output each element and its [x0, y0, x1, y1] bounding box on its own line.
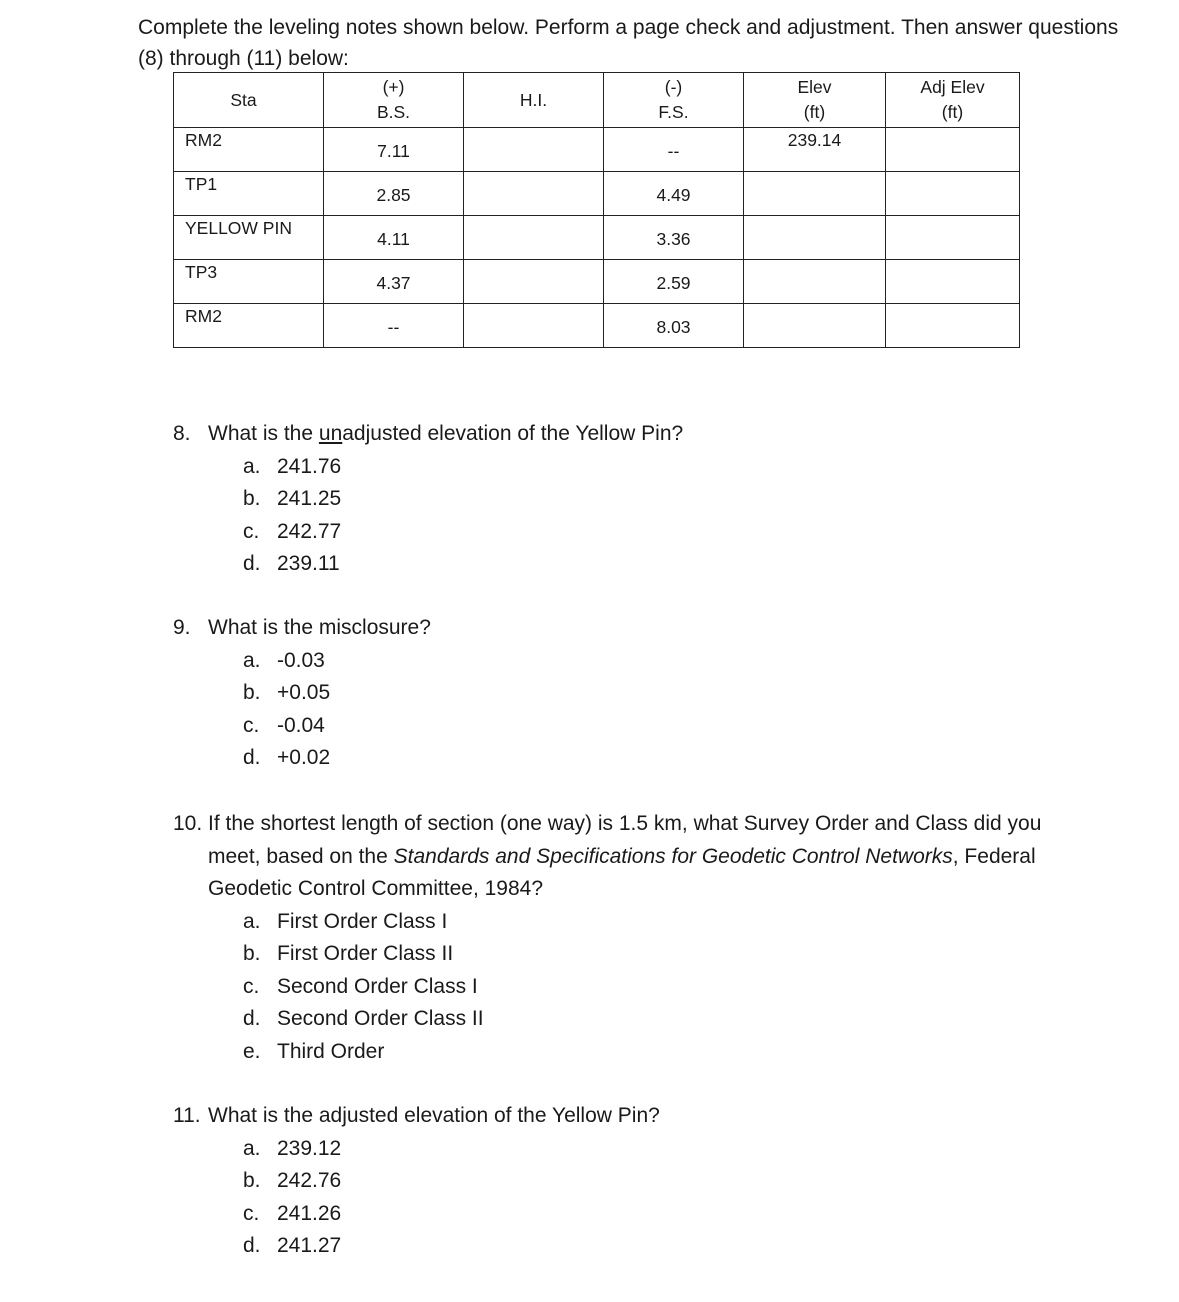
answer-options [173, 645, 1053, 775]
question-text-part: adjusted elevation of the Yellow Pin? [342, 422, 684, 445]
option-text: 239.12 [277, 1136, 342, 1160]
option-e[interactable] [243, 1036, 1053, 1069]
cell-adj-elev [886, 304, 1020, 348]
table-row [174, 304, 1020, 348]
question-text [208, 418, 1053, 451]
cell-sta: YELLOW PIN [174, 216, 324, 260]
question-8 [173, 418, 1053, 581]
question-stem [173, 418, 1053, 451]
header-sta-label: Sta [230, 89, 257, 110]
option-letter: d. [243, 552, 261, 575]
option-letter: a. [243, 909, 261, 933]
option-text: Second Order Class II [277, 1007, 484, 1030]
question-text-part: What is the [208, 422, 319, 445]
option-a[interactable] [243, 645, 1053, 678]
option-text: First Order Class I [277, 909, 448, 933]
option-b[interactable] [243, 677, 1053, 710]
answer-options [173, 1133, 1053, 1263]
header-hi [464, 73, 604, 128]
question-stem [173, 1100, 1053, 1133]
cell-adj-elev [886, 216, 1020, 260]
option-letter: b. [243, 942, 261, 965]
question-text-part: , Federal Geodetic Control Committee, 1984? [208, 844, 1036, 900]
option-text: 241.27 [277, 1234, 342, 1257]
header-adj-elev-label: Adj Elev [920, 77, 985, 97]
cell-bs: 4.37 [324, 260, 464, 304]
option-text: +0.02 [277, 746, 331, 769]
header-elev [744, 73, 886, 128]
question-stem [173, 612, 1053, 645]
option-text: 242.77 [277, 519, 342, 543]
option-letter: b. [243, 1169, 261, 1192]
table-row [174, 216, 1020, 260]
option-c[interactable] [243, 971, 1053, 1004]
question-number: 8. [173, 422, 191, 445]
cell-adj-elev [886, 260, 1020, 304]
cell-elev: 239.14 [744, 128, 886, 172]
question-text-part: If the shortest length of section (one way) is 1.5 km, what Survey Order and Class did you meet, based on the [208, 812, 1042, 868]
leveling-notes-table [173, 72, 1020, 348]
option-text: +0.05 [277, 681, 331, 704]
question-stem [173, 808, 1053, 906]
option-letter: b. [243, 487, 261, 510]
option-d[interactable] [243, 1230, 1053, 1263]
cell-elev [744, 172, 886, 216]
question-text: What is the misclosure? [208, 616, 431, 639]
cell-adj-elev [886, 128, 1020, 172]
cell-bs: 2.85 [324, 172, 464, 216]
cell-sta: RM2 [174, 304, 324, 348]
option-d[interactable] [243, 1003, 1053, 1036]
cell-fs: 4.49 [604, 172, 744, 216]
cell-fs: 8.03 [604, 304, 744, 348]
cell-elev [744, 304, 886, 348]
cell-sta: RM2 [174, 128, 324, 172]
header-elev-unit: (ft) [803, 102, 826, 122]
header-hi-label: H.I. [519, 89, 548, 110]
cell-hi [464, 128, 604, 172]
option-letter: d. [243, 746, 261, 769]
header-fs [604, 73, 744, 128]
option-letter: c. [243, 974, 260, 998]
option-letter: c. [243, 713, 260, 737]
option-text: 241.76 [277, 454, 342, 478]
option-a[interactable] [243, 906, 1053, 939]
underlined-prefix: un [318, 422, 343, 445]
option-letter: a. [243, 1136, 261, 1160]
header-fs-sign: (-) [664, 77, 683, 97]
option-a[interactable] [243, 451, 1053, 484]
cell-hi [464, 260, 604, 304]
option-text: 241.25 [277, 487, 342, 510]
cell-adj-elev [886, 172, 1020, 216]
question-text [208, 808, 1053, 906]
option-c[interactable] [243, 1198, 1053, 1231]
table-row [174, 172, 1020, 216]
option-letter: d. [243, 1007, 261, 1030]
option-text: Third Order [277, 1039, 385, 1063]
option-text: 239.11 [277, 552, 340, 575]
header-adj-elev [886, 73, 1020, 128]
option-letter: c. [243, 519, 260, 543]
option-a[interactable] [243, 1133, 1053, 1166]
option-d[interactable] [243, 742, 1053, 775]
cell-hi [464, 172, 604, 216]
question-text: What is the adjusted elevation of the Yellow Pin? [208, 1104, 660, 1127]
header-bs-label: B.S. [376, 102, 411, 122]
cell-elev [744, 260, 886, 304]
header-bs [324, 73, 464, 128]
question-9 [173, 612, 1053, 775]
question-10 [173, 808, 1053, 1068]
header-sta [174, 73, 324, 128]
cell-fs: 3.36 [604, 216, 744, 260]
option-text: 241.26 [277, 1201, 342, 1225]
question-11 [173, 1100, 1053, 1263]
question-number: 9. [173, 616, 191, 639]
table-header-row [174, 73, 1020, 128]
option-letter: a. [243, 648, 261, 672]
cell-bs: -- [324, 304, 464, 348]
cell-bs: 7.11 [324, 128, 464, 172]
option-d[interactable] [243, 548, 1053, 581]
option-letter: a. [243, 454, 261, 478]
cell-fs: -- [604, 128, 744, 172]
instructions: Complete the leveling notes shown below. Perform a page check and adjustment. Then answer questions (8) through (11) below: [138, 16, 1119, 70]
cell-fs: 2.59 [604, 260, 744, 304]
option-text: Second Order Class I [277, 974, 478, 998]
option-b[interactable] [243, 1165, 1053, 1198]
option-text: 242.76 [277, 1169, 342, 1192]
header-adj-elev-unit: (ft) [941, 102, 964, 122]
option-text: -0.03 [277, 648, 325, 672]
option-letter: b. [243, 681, 261, 704]
cell-elev [744, 216, 886, 260]
option-c[interactable] [243, 710, 1053, 743]
option-letter: e. [243, 1039, 261, 1063]
header-fs-label: F.S. [658, 102, 689, 122]
table-row [174, 260, 1020, 304]
header-elev-label: Elev [797, 77, 832, 97]
cell-sta: TP1 [174, 172, 324, 216]
option-letter: d. [243, 1234, 261, 1257]
cell-hi [464, 304, 604, 348]
question-number: 11. [173, 1104, 201, 1127]
header-bs-sign: (+) [382, 77, 405, 97]
publication-title: Standards and Specifications for Geodetic Control Networks [393, 844, 953, 868]
option-letter: c. [243, 1201, 260, 1225]
answer-options [173, 451, 1053, 581]
cell-sta: TP3 [174, 260, 324, 304]
option-b[interactable] [243, 483, 1053, 516]
answer-options [173, 906, 1053, 1069]
table-row [174, 128, 1020, 172]
option-c[interactable] [243, 516, 1053, 549]
cell-bs: 4.11 [324, 216, 464, 260]
option-text: First Order Class II [277, 942, 454, 965]
question-number: 10. [173, 812, 203, 835]
option-b[interactable] [243, 938, 1053, 971]
cell-hi [464, 216, 604, 260]
option-text: -0.04 [277, 713, 325, 737]
